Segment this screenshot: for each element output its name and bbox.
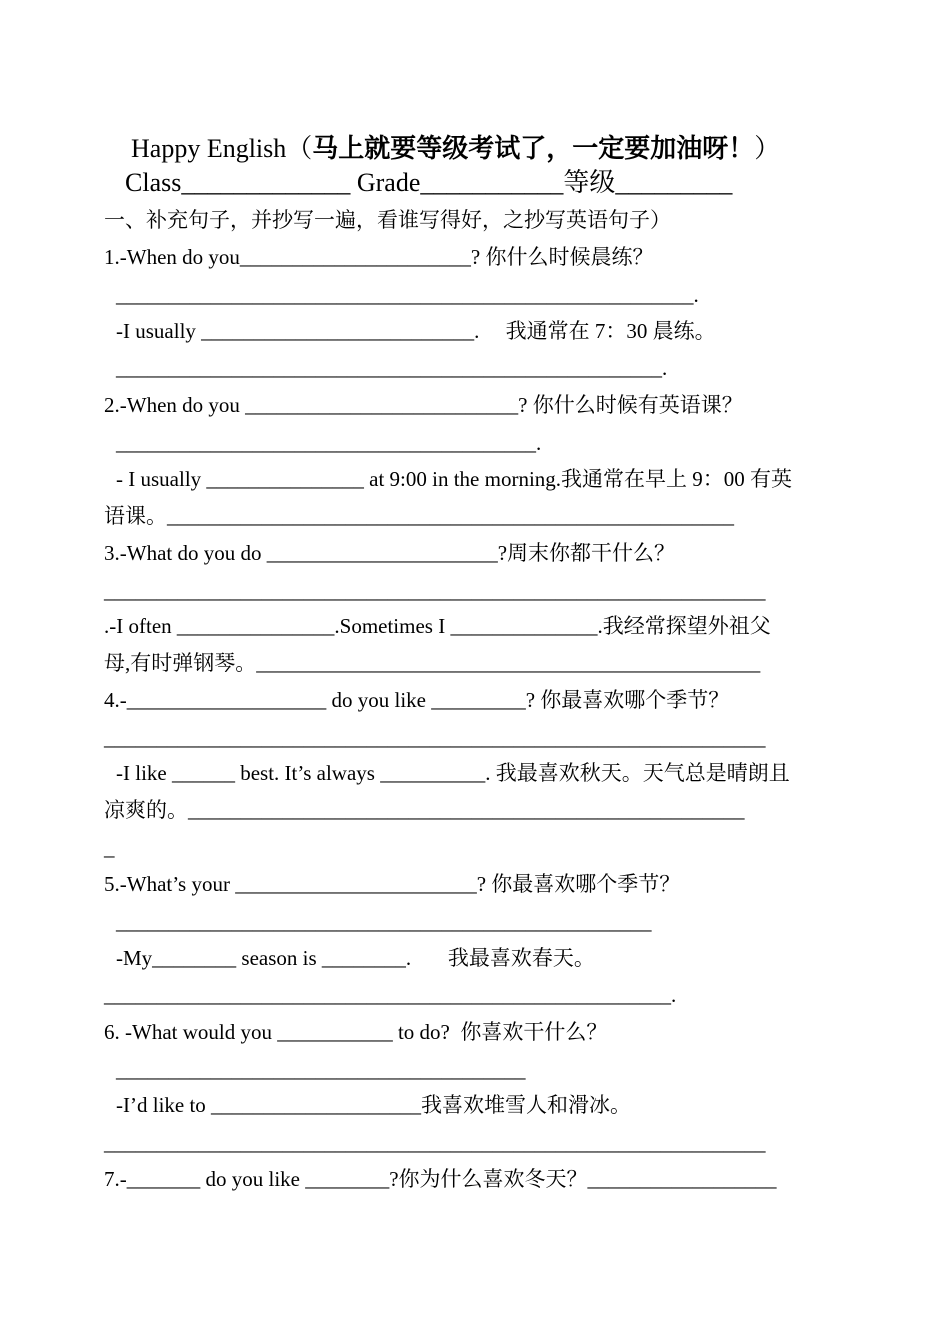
q3-question-copy-line: _______________________________________________________________: [104, 579, 766, 603]
section-heading: 一、补充句子，并抄写一遍，看谁写得好，之抄写英语句子）: [104, 208, 671, 232]
title-english: Happy English（: [131, 134, 313, 163]
title-close-paren: ）: [754, 134, 781, 163]
q1-question: 1.-When do you______________________? 你什么时候晨练？: [104, 245, 654, 269]
q1-question-copy-line: _______________________________________________________.: [116, 283, 699, 307]
q2-answer: - I usually _______________ at 9:00 in the morning.我通常在早上 9：00 有英: [116, 467, 793, 491]
q3-answer-continued: 母,有时弹钢琴。________________________________________________: [104, 651, 761, 675]
q5-question: 5.-What’s your _______________________? 你最喜欢哪个季节？: [104, 872, 681, 896]
q4-answer-continued: 凉爽的。_____________________________________________________: [104, 798, 745, 822]
q3-question: 3.-What do you do ______________________?周末你都干什么？: [104, 541, 676, 565]
q4-answer-tail: _: [104, 836, 115, 860]
q6-answer-copy-line: _______________________________________________________________: [104, 1131, 766, 1155]
q2-question: 2.-When do you __________________________? 你什么时候有英语课？: [104, 393, 743, 417]
q1-answer: -I usually __________________________. 我通常在 7：30 晨练。: [116, 319, 716, 343]
q6-answer: -I’d like to ____________________我喜欢堆雪人和滑冰。: [116, 1093, 632, 1117]
q2-question-copy-line: ________________________________________.: [116, 431, 542, 455]
q7-question: 7.-_______ do you like ________?你为什么喜欢冬天？__________________: [104, 1167, 777, 1191]
worksheet-title: [131, 133, 780, 165]
title-chinese: 马上就要等级考试了，一定要加油呀！: [312, 134, 755, 163]
q1-answer-copy-line: ____________________________________________________.: [116, 356, 668, 380]
q2-answer-continued: 语课。______________________________________________________: [104, 504, 734, 528]
class-grade-line: Class_____________ Grade___________等级_________: [125, 168, 733, 197]
q5-answer-copy-line: ______________________________________________________.: [104, 983, 677, 1007]
q6-question-copy-line: _______________________________________: [116, 1058, 526, 1082]
q4-answer: -I like ______ best. It’s always __________. 我最喜欢秋天。天气总是晴朗且: [116, 761, 790, 785]
q4-question: 4.-___________________ do you like _________? 你最喜欢哪个季节？: [104, 688, 730, 712]
q3-answer: .-I often _______________.Sometimes I ______________.我经常探望外祖父: [104, 614, 771, 638]
q5-answer: -My________ season is ________. 我最喜欢春天。: [116, 946, 595, 970]
q4-question-copy-line: _______________________________________________________________: [104, 726, 766, 750]
q6-question: 6. -What would you ___________ to do? 你喜欢干什么？: [104, 1020, 608, 1044]
q5-question-copy-line: ___________________________________________________: [116, 910, 652, 934]
